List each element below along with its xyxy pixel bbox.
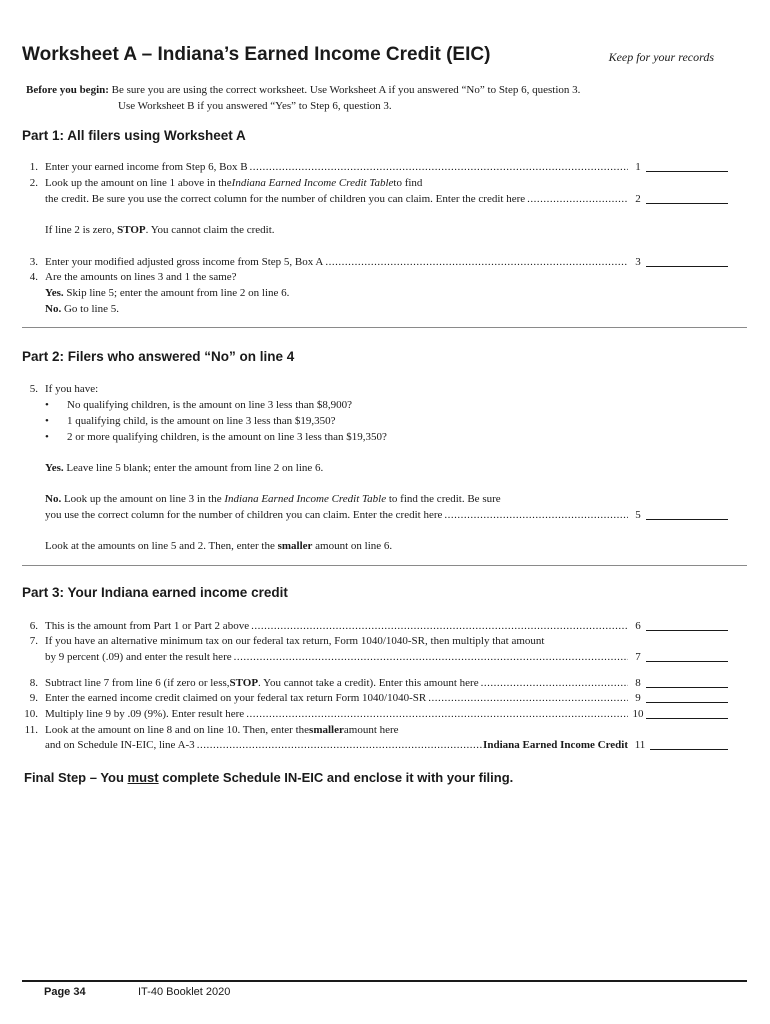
line-8	[22, 676, 728, 691]
line-2-number: 2.	[29, 177, 38, 189]
booklet-name: IT-40 Booklet 2020	[138, 986, 231, 998]
final-step-b: complete Schedule IN-EIC and enclose it with your filing.	[158, 770, 514, 785]
line-11-bold: smaller	[309, 724, 344, 736]
line-10-number: 10.	[24, 708, 38, 720]
line-10-entry[interactable]	[646, 707, 728, 719]
line-6-entry[interactable]	[646, 619, 728, 631]
compare-note-bold: smaller	[277, 540, 313, 552]
line-4-number: 4.	[29, 271, 38, 283]
line-11-first	[22, 723, 728, 738]
line-4-no-text: Go to line 5.	[61, 303, 119, 315]
line-10-box-number: 10	[632, 708, 644, 720]
line-6-number: 6.	[29, 620, 38, 632]
part3-heading: Part 3: Your Indiana earned income credit	[22, 585, 288, 600]
part2-heading: Part 2: Filers who answered “No” on line 4	[22, 349, 295, 364]
line-5-yes	[45, 461, 323, 476]
compare-note-b: amount on line 6.	[312, 540, 393, 552]
line-2-table-name: Indiana Earned Income Credit Table	[231, 177, 394, 189]
bullet-text: No qualifying children, is the amount on line 3 less than $8,900?	[67, 399, 353, 411]
line-3-box-number: 3	[635, 256, 641, 268]
before-line-1: Be sure you are using the correct worksheet. Use Worksheet A if you answered “No” to Step 6, question 3.	[111, 84, 581, 96]
line-2-second	[22, 192, 728, 207]
line-3-number: 3.	[29, 256, 38, 268]
line-6-box-number: 6	[635, 620, 641, 632]
line-8-stop: STOP	[229, 677, 259, 689]
line-3-text: Enter your modified adjusted gross income from Step 5, Box A	[45, 256, 324, 268]
zero-note-stop: STOP	[117, 224, 146, 236]
line-5-intro	[22, 382, 728, 397]
before-you-begin	[26, 82, 580, 114]
bullet-item: • 2 or more qualifying children, is the amount on line 3 less than $19,350?	[45, 431, 387, 443]
part1-divider	[22, 327, 747, 328]
line-10-text: Multiply line 9 by .09 (9%). Enter result here	[45, 708, 245, 720]
line-4-text: Are the amounts on lines 3 and 1 the same?	[45, 271, 237, 283]
line-5-entry-row	[22, 508, 728, 523]
final-step-must: must	[127, 770, 159, 785]
line-5-no-text-b: to find the credit. Be sure	[386, 493, 501, 505]
line-9-entry[interactable]	[646, 691, 728, 703]
line-7-second	[22, 650, 728, 665]
line-2-box-number: 2	[635, 193, 641, 205]
final-step-note	[24, 770, 513, 785]
line-11-entry[interactable]	[650, 738, 728, 750]
line-2-text-c: the credit. Be sure you use the correct column for the number of children you can claim. Enter the credit here	[45, 193, 526, 205]
line-11-box-number: 11	[634, 739, 646, 751]
zero-note-a: If line 2 is zero,	[45, 224, 118, 236]
compare-note-a: Look at the amounts on line 5 and 2. Then, enter the	[45, 540, 278, 552]
line-8-number: 8.	[29, 677, 38, 689]
line-5-no	[45, 492, 501, 507]
line-4	[22, 270, 728, 285]
line-9-text: Enter the earned income credit claimed on your federal tax return Form 1040/1040-SR	[45, 692, 427, 704]
line-4-no-label: No.	[45, 303, 62, 315]
line-5-yes-label: Yes.	[45, 462, 64, 474]
line-8-text-b: . You cannot take a credit). Enter this amount here	[258, 677, 479, 689]
line-11-label: Indiana Earned Income Credit	[483, 739, 628, 751]
line-2-text-b: to find	[393, 177, 423, 189]
part2-divider	[22, 565, 747, 566]
line-2-entry[interactable]	[646, 192, 728, 204]
line-7-text-a: If you have an alternative minimum tax on our federal tax return, Form 1040/1040-SR, then multiply that amount	[45, 635, 545, 647]
bullet-item: • 1 qualifying child, is the amount on line 3 less than $19,350?	[45, 415, 336, 427]
line-7-text-b: by 9 percent (.09) and enter the result here	[45, 651, 232, 663]
line-4-no	[45, 302, 119, 317]
line-5-no-text-c: you use the correct column for the number of children you can claim. Enter the credit here	[45, 509, 443, 521]
line-11-number: 11.	[24, 724, 38, 736]
line-11-text-b: amount here	[343, 724, 399, 736]
line-7-entry[interactable]	[646, 650, 728, 662]
line-10	[22, 707, 728, 722]
line-2-first	[22, 176, 728, 191]
line-4-yes	[45, 286, 289, 301]
bullet-text: 1 qualifying child, is the amount on line 3 less than $19,350?	[67, 415, 336, 427]
final-step-a: Final Step – You	[24, 770, 128, 785]
line-7-number: 7.	[29, 635, 38, 647]
zero-note-b: . You cannot claim the credit.	[145, 224, 275, 236]
line-5-entry[interactable]	[646, 508, 728, 520]
line-9-box-number: 9	[635, 692, 641, 704]
line-4-yes-text: Skip line 5; enter the amount from line 2 on line 6.	[63, 287, 290, 299]
line-1	[22, 160, 728, 175]
line-4-yes-label: Yes.	[45, 287, 64, 299]
line-8-text-a: Subtract line 7 from line 6 (if zero or less,	[45, 677, 230, 689]
line-7-box-number: 7	[635, 651, 641, 663]
bullet-item: • No qualifying children, is the amount on line 3 less than $8,900?	[45, 399, 353, 411]
keep-records-note: Keep for your records	[608, 50, 714, 64]
line-9	[22, 691, 728, 706]
line-7-first	[22, 634, 728, 649]
line-5-no-text-a: Look up the amount on line 3 in the	[61, 493, 225, 505]
before-label: Before you begin:	[26, 84, 109, 96]
part1-heading: Part 1: All filers using Worksheet A	[22, 128, 246, 143]
line-8-entry[interactable]	[646, 676, 728, 688]
line-11-second	[22, 738, 728, 753]
line-3-entry[interactable]	[646, 255, 728, 267]
line-1-entry[interactable]	[646, 160, 728, 172]
line-6	[22, 619, 728, 634]
line-11-text-a: Look at the amount on line 8 and on line 10. Then, enter the	[45, 724, 310, 736]
line-5-text: If you have:	[45, 383, 99, 395]
line-5-number: 5.	[29, 383, 38, 395]
line-1-text: Enter your earned income from Step 6, Box B	[45, 161, 248, 173]
line-5-box-number: 5	[635, 509, 641, 521]
line-8-box-number: 8	[635, 677, 641, 689]
line-1-box-number: 1	[635, 161, 641, 173]
line-5-yes-text: Leave line 5 blank; enter the amount from line 2 on line 6.	[63, 462, 324, 474]
line-5-no-label: No.	[45, 493, 62, 505]
line-1-number: 1.	[29, 161, 38, 173]
bullet-text: 2 or more qualifying children, is the amount on line 3 less than $19,350?	[67, 431, 387, 443]
page-number: Page 34	[44, 986, 86, 998]
line-3	[22, 255, 728, 270]
worksheet-title: Worksheet A – Indiana’s Earned Income Credit (EIC)	[22, 44, 491, 65]
compare-note	[45, 539, 392, 554]
before-line-2: Use Worksheet B if you answered “Yes” to Step 6, question 3.	[118, 100, 392, 112]
line-2-text-a: Look up the amount on line 1 above in the	[45, 177, 232, 189]
line-5-table-name: Indiana Earned Income Credit Table	[224, 493, 387, 505]
zero-stop-note	[45, 223, 275, 238]
footer-rule	[22, 980, 747, 982]
line-11-text-c: and on Schedule IN-EIC, line A-3	[45, 739, 195, 751]
line-9-number: 9.	[29, 692, 38, 704]
line-6-text: This is the amount from Part 1 or Part 2 above	[45, 620, 250, 632]
